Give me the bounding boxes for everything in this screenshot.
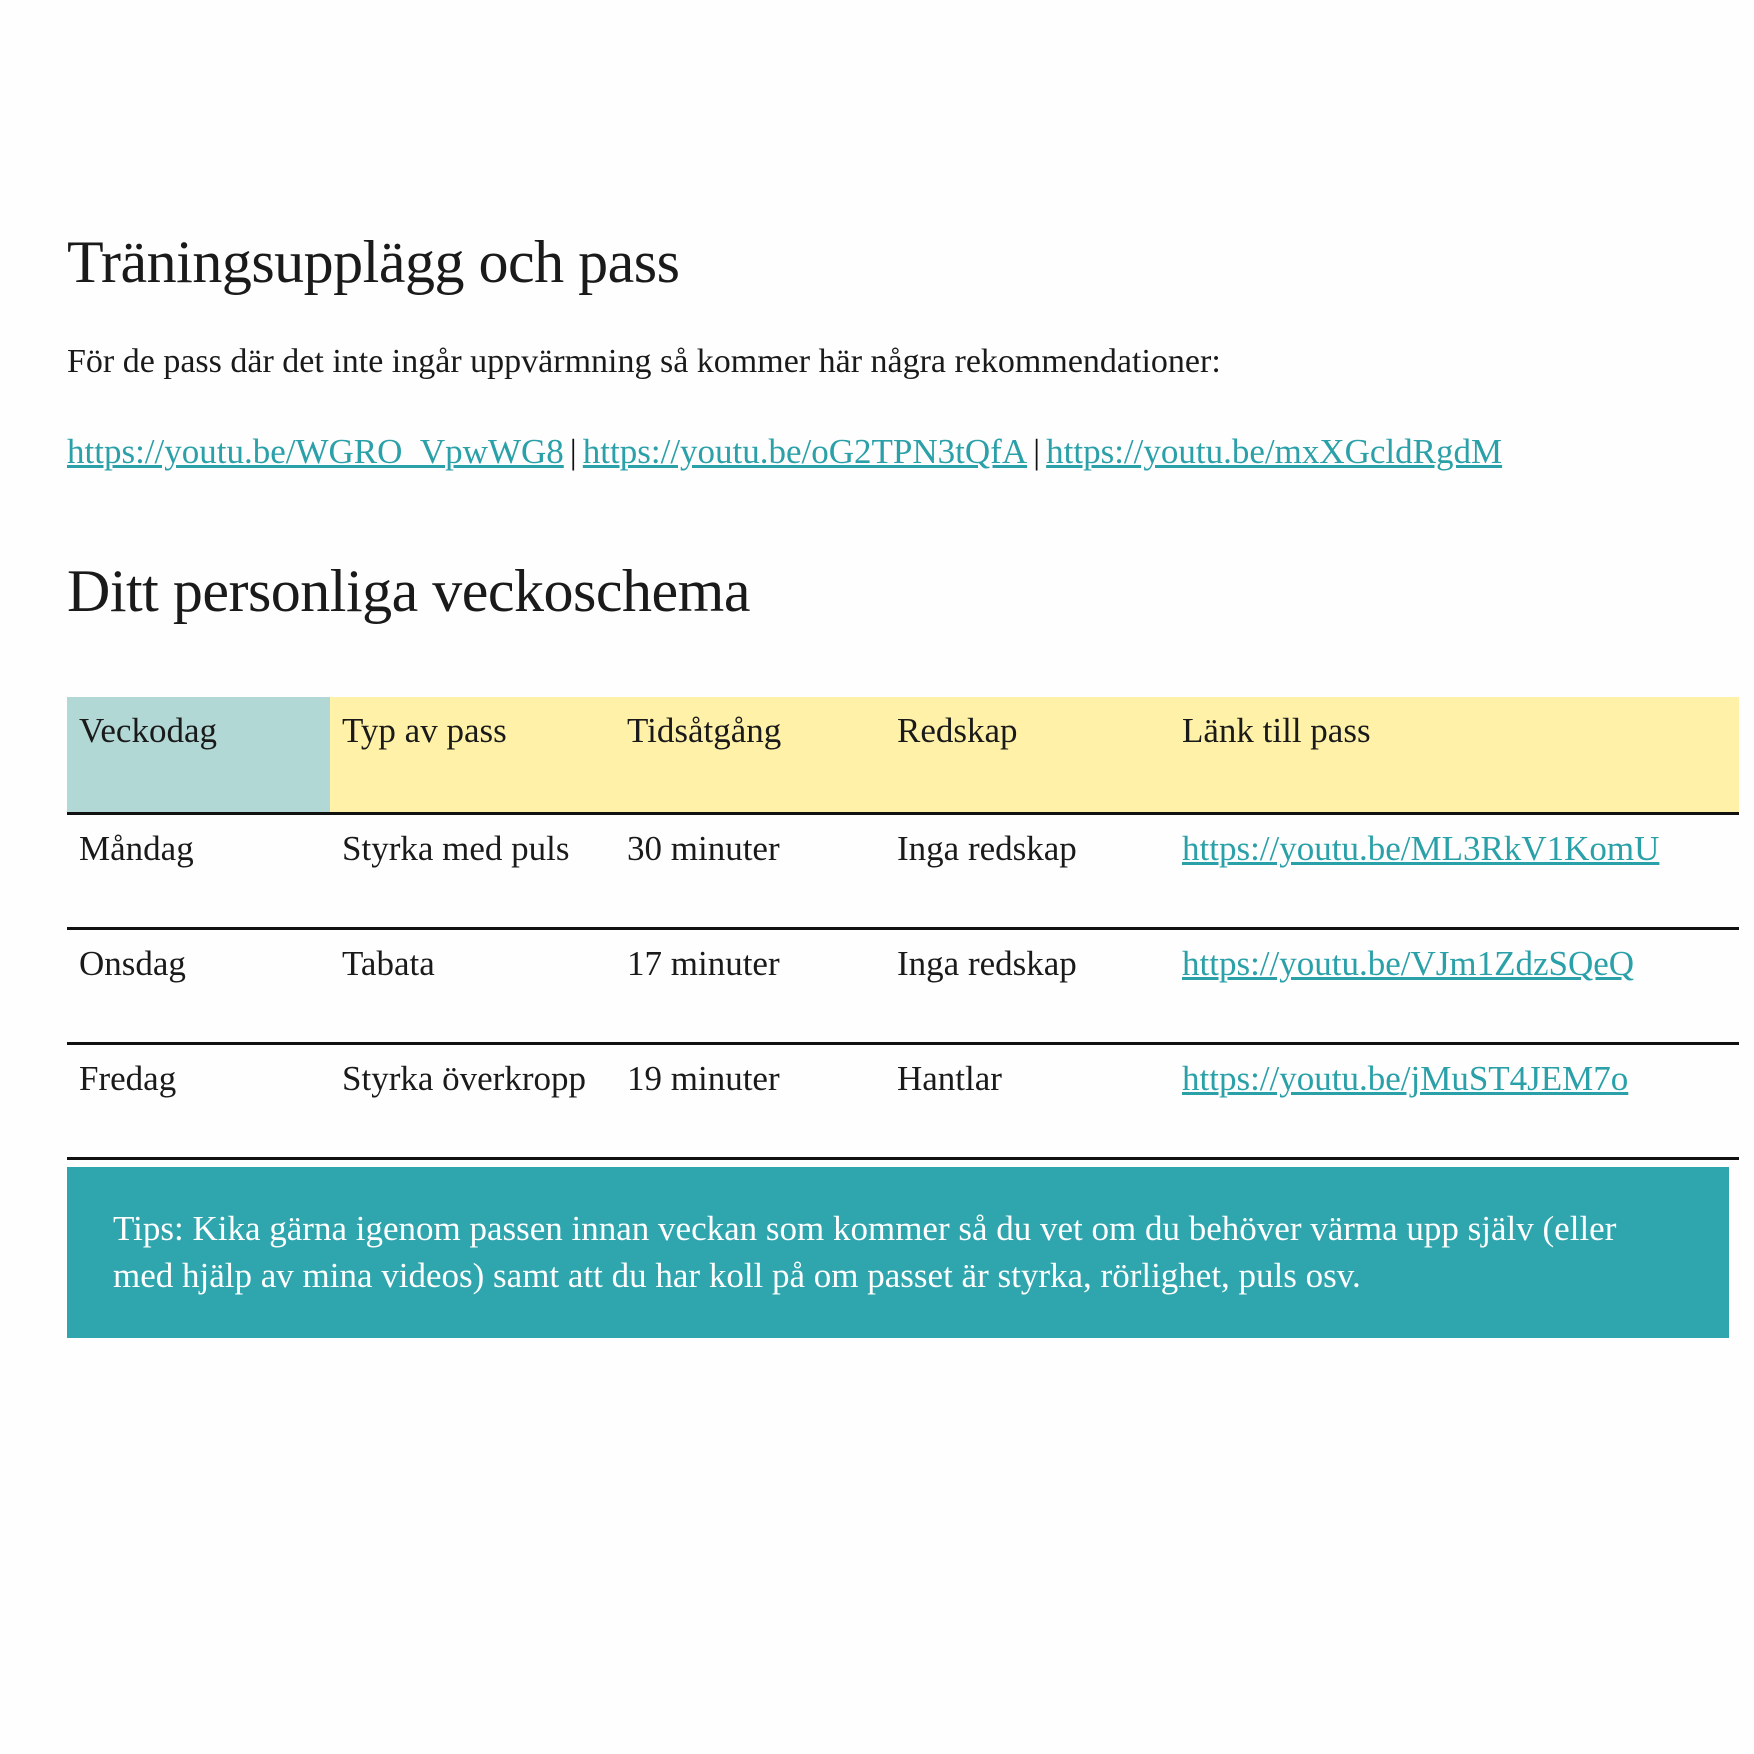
duration-cell: 19 minuter xyxy=(615,1044,885,1159)
equipment-cell: Hantlar xyxy=(885,1044,1170,1159)
warmup-links xyxy=(67,432,1502,472)
weekday-cell: Onsdag xyxy=(67,929,330,1044)
section-title-schedule: Ditt personliga veckoschema xyxy=(67,558,750,624)
header-weekday: Veckodag xyxy=(67,697,330,814)
type-cell: Tabata xyxy=(330,929,615,1044)
equipment-cell: Inga redskap xyxy=(885,929,1170,1044)
warmup-link-3[interactable]: https://youtu.be/mxXGcldRgdM xyxy=(1046,432,1503,471)
workout-link[interactable]: https://youtu.be/VJm1ZdzSQeQ xyxy=(1182,944,1635,983)
duration-cell: 30 minuter xyxy=(615,814,885,929)
separator: | xyxy=(1033,432,1041,471)
link-cell xyxy=(1170,929,1739,1044)
section-title-training: Träningsupplägg och pass xyxy=(67,229,680,295)
weekly-schedule-table xyxy=(67,697,1739,1160)
workout-link[interactable]: https://youtu.be/ML3RkV1KomU xyxy=(1182,829,1660,868)
type-cell: Styrka överkropp xyxy=(330,1044,615,1159)
link-cell xyxy=(1170,814,1739,929)
header-equipment: Redskap xyxy=(885,697,1170,814)
table-row xyxy=(67,1044,1739,1159)
weekday-cell: Måndag xyxy=(67,814,330,929)
header-type: Typ av pass xyxy=(330,697,615,814)
warmup-link-1[interactable]: https://youtu.be/WGRO_VpwWG8 xyxy=(67,432,564,471)
intro-text: För de pass där det inte ingår uppvärmning så kommer här några rekommendationer: xyxy=(67,343,1221,380)
warmup-link-2[interactable]: https://youtu.be/oG2TPN3tQfA xyxy=(582,432,1028,471)
header-link: Länk till pass xyxy=(1170,697,1739,814)
workout-link[interactable]: https://youtu.be/jMuST4JEM7o xyxy=(1182,1059,1629,1098)
link-cell xyxy=(1170,1044,1739,1159)
tips-box: Tips: Kika gärna igenom passen innan veckan som kommer så du vet om du behöver värma upp själv (eller med hjälp av mina videos) samt att du har koll på om passet är styrka, rörlighet, puls osv. xyxy=(67,1167,1729,1338)
type-cell: Styrka med puls xyxy=(330,814,615,929)
weekday-cell: Fredag xyxy=(67,1044,330,1159)
header-duration: Tidsåtgång xyxy=(615,697,885,814)
equipment-cell: Inga redskap xyxy=(885,814,1170,929)
table-row xyxy=(67,814,1739,929)
table-header-row xyxy=(67,697,1739,814)
separator: | xyxy=(569,432,577,471)
duration-cell: 17 minuter xyxy=(615,929,885,1044)
table-row xyxy=(67,929,1739,1044)
